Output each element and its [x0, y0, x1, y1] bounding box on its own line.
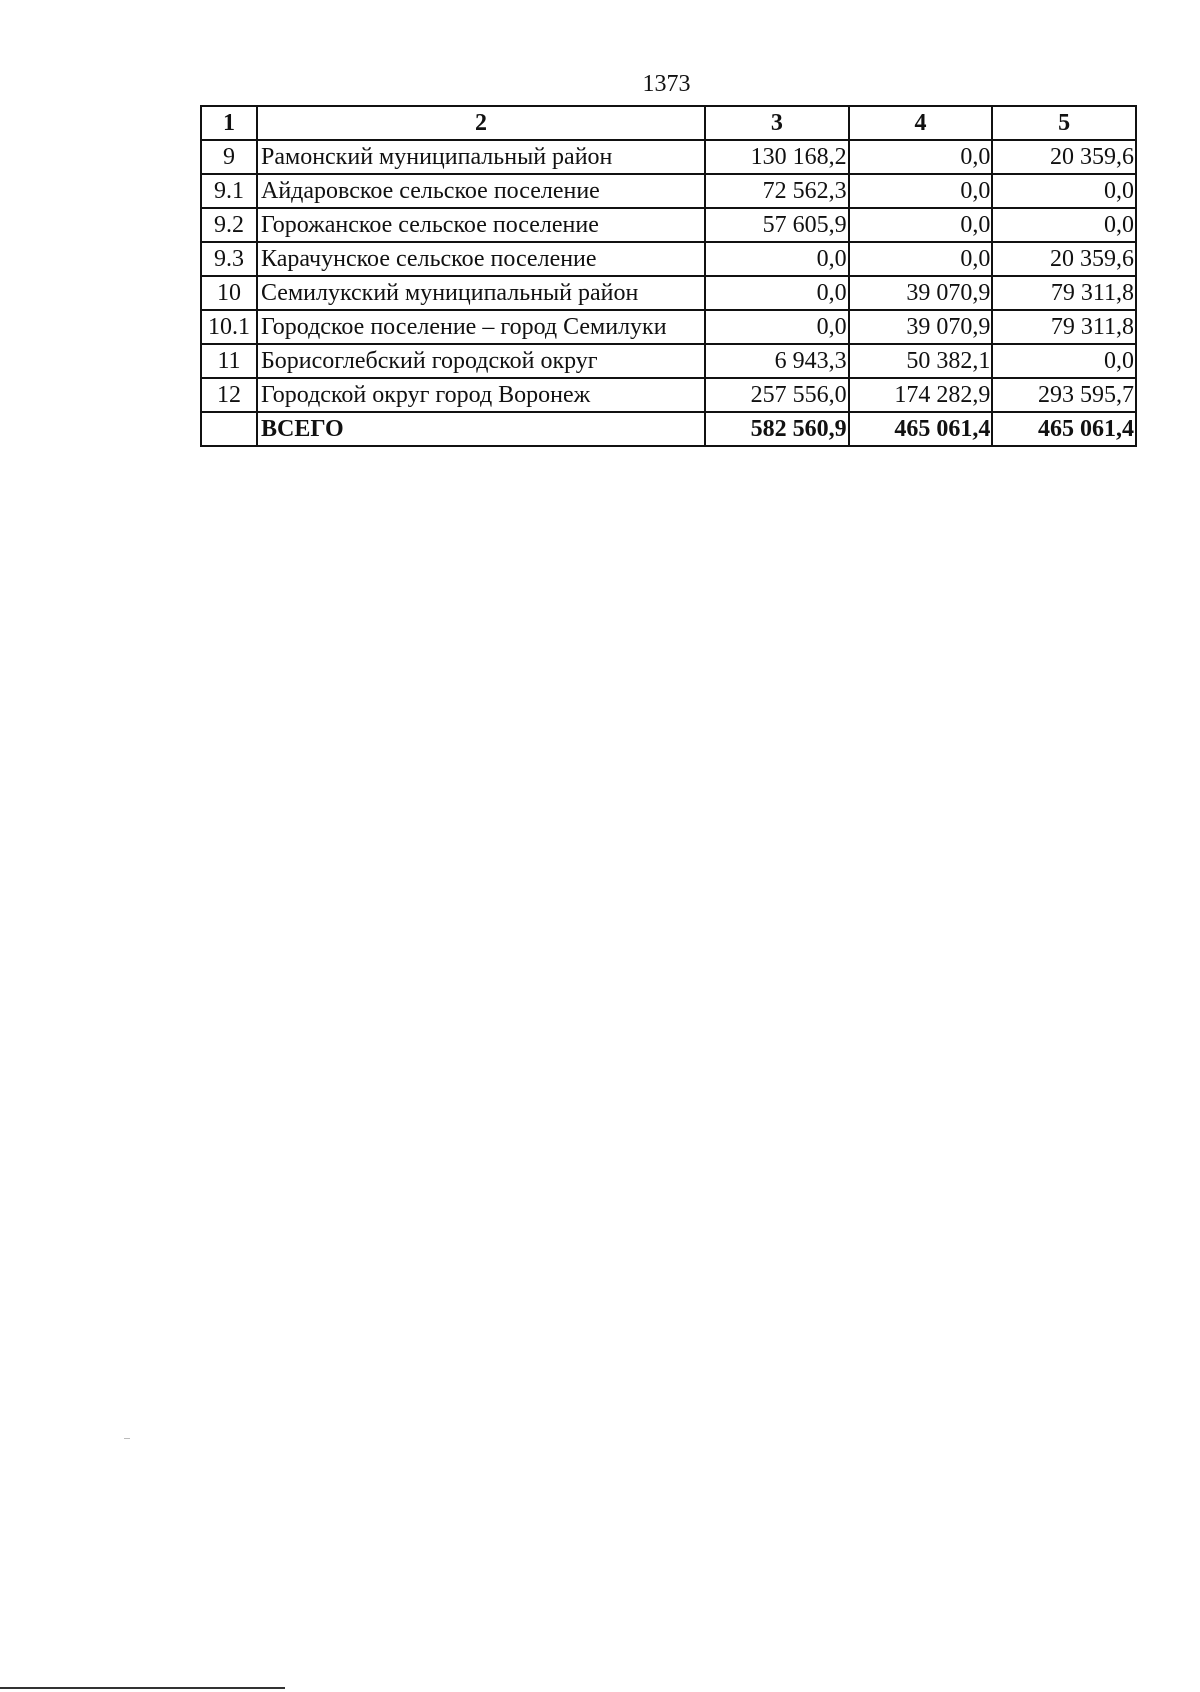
- row-value-col5: 0,0: [992, 208, 1136, 242]
- row-name: Борисоглебский городской округ: [257, 344, 705, 378]
- row-value-col4: 0,0: [849, 208, 993, 242]
- row-name: Рамонский муниципальный район: [257, 140, 705, 174]
- table-row: [201, 242, 1136, 276]
- row-number: 11: [201, 344, 257, 378]
- row-value-col3: 0,0: [705, 242, 849, 276]
- row-value-col5: 79 311,8: [992, 310, 1136, 344]
- row-value-col5: 20 359,6: [992, 140, 1136, 174]
- row-name: Семилукский муниципальный район: [257, 276, 705, 310]
- row-value-col4: 50 382,1: [849, 344, 993, 378]
- row-value-col4: 0,0: [849, 140, 993, 174]
- column-header-3: 3: [705, 106, 849, 140]
- row-name: Городской округ город Воронеж: [257, 378, 705, 412]
- row-value-col5: 79 311,8: [992, 276, 1136, 310]
- row-value-col5: 20 359,6: [992, 242, 1136, 276]
- row-number: 10.1: [201, 310, 257, 344]
- row-value-col5: 293 595,7: [992, 378, 1136, 412]
- scan-artifact-line: [0, 1687, 285, 1689]
- total-value-col3: 582 560,9: [705, 412, 849, 446]
- table-row: [201, 140, 1136, 174]
- column-header-5: 5: [992, 106, 1136, 140]
- row-value-col4: 0,0: [849, 242, 993, 276]
- total-value-col4: 465 061,4: [849, 412, 993, 446]
- row-value-col3: 0,0: [705, 276, 849, 310]
- page-number: 1373: [642, 71, 691, 97]
- row-value-col4: 39 070,9: [849, 276, 993, 310]
- total-row: [201, 412, 1136, 446]
- total-value-col5: 465 061,4: [992, 412, 1136, 446]
- row-name: Карачунское сельское поселение: [257, 242, 705, 276]
- table-row: [201, 276, 1136, 310]
- row-value-col5: 0,0: [992, 344, 1136, 378]
- total-number: [201, 412, 257, 446]
- column-header-4: 4: [849, 106, 993, 140]
- row-value-col3: 57 605,9: [705, 208, 849, 242]
- column-header-1: 1: [201, 106, 257, 140]
- scan-artifact-dot: [124, 1438, 130, 1439]
- table-row: [201, 310, 1136, 344]
- row-number: 10: [201, 276, 257, 310]
- row-number: 9.1: [201, 174, 257, 208]
- total-label: ВСЕГО: [257, 412, 705, 446]
- budget-table: [200, 105, 1137, 447]
- row-name: Городское поселение – город Семилуки: [257, 310, 705, 344]
- table-row: [201, 208, 1136, 242]
- row-value-col3: 257 556,0: [705, 378, 849, 412]
- row-value-col3: 130 168,2: [705, 140, 849, 174]
- row-value-col3: 6 943,3: [705, 344, 849, 378]
- row-number: 12: [201, 378, 257, 412]
- row-value-col5: 0,0: [992, 174, 1136, 208]
- table-header-row: [201, 106, 1136, 140]
- row-value-col4: 174 282,9: [849, 378, 993, 412]
- row-name: Айдаровское сельское поселение: [257, 174, 705, 208]
- column-header-2: 2: [257, 106, 705, 140]
- table-row: [201, 378, 1136, 412]
- row-number: 9.2: [201, 208, 257, 242]
- row-name: Горожанское сельское поселение: [257, 208, 705, 242]
- row-value-col3: 72 562,3: [705, 174, 849, 208]
- table-row: [201, 174, 1136, 208]
- row-value-col4: 0,0: [849, 174, 993, 208]
- table-row: [201, 344, 1136, 378]
- row-value-col4: 39 070,9: [849, 310, 993, 344]
- row-value-col3: 0,0: [705, 310, 849, 344]
- row-number: 9: [201, 140, 257, 174]
- row-number: 9.3: [201, 242, 257, 276]
